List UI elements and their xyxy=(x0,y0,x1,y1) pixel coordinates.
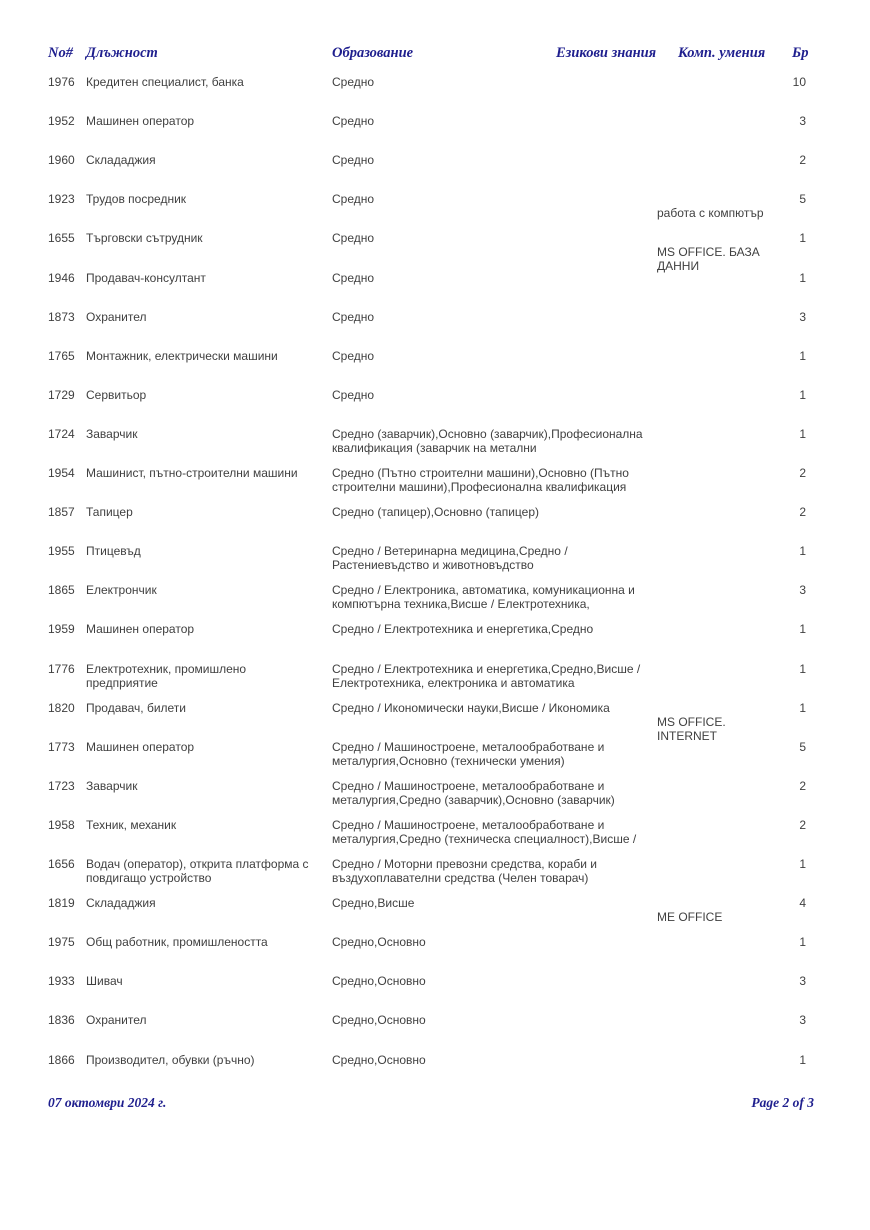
row-education: Средно (заварчик),Основно (заварчик),Професионална квалификация (заварчик на метални xyxy=(332,426,643,455)
table-row xyxy=(0,75,870,114)
row-position: Кредитен специалист, банка xyxy=(86,75,244,89)
table-row xyxy=(0,1013,870,1052)
row-position: Шивач xyxy=(86,974,123,989)
row-position: Охранител xyxy=(86,1013,147,1028)
column-header-no: No# xyxy=(48,45,73,61)
row-computer-skills xyxy=(657,466,767,480)
row-position: Заварчик xyxy=(86,778,138,793)
row-position: Електротехник, промишлено предприятие xyxy=(86,661,247,690)
row-computer-skills xyxy=(657,935,767,949)
table-row xyxy=(0,857,870,896)
row-computer-skills xyxy=(657,857,767,871)
column-header-computer: Комп. умения xyxy=(678,45,766,61)
row-number: 1865 xyxy=(48,583,75,598)
row-education: Средно / Икономически науки,Висше / Икономика xyxy=(332,700,610,715)
row-number: 1873 xyxy=(48,309,75,324)
row-computer-skills xyxy=(657,818,767,832)
row-count: 1 xyxy=(799,348,806,363)
row-position: Машинен оператор xyxy=(86,622,195,637)
row-education: Средно,Основно xyxy=(332,935,426,950)
table-row xyxy=(0,740,870,779)
row-education: Средно xyxy=(332,75,375,89)
row-education: Средно xyxy=(332,348,375,363)
row-number: 1820 xyxy=(48,700,75,715)
table-row xyxy=(0,622,870,661)
row-position: Трудов посредник xyxy=(86,192,187,207)
report-date: 07 октомври 2024 г. xyxy=(48,1095,167,1110)
row-education: Средно xyxy=(332,309,375,324)
row-position: Търговски сътрудник xyxy=(86,231,203,246)
row-number: 1836 xyxy=(48,1013,75,1028)
row-education: Средно xyxy=(332,114,375,129)
row-number: 1959 xyxy=(48,622,75,637)
row-count: 2 xyxy=(799,778,806,793)
row-computer-skills xyxy=(657,427,767,441)
row-number: 1952 xyxy=(48,114,75,129)
row-count: 2 xyxy=(799,817,806,832)
table-header xyxy=(0,45,870,65)
table-row xyxy=(0,388,870,427)
table-row xyxy=(0,779,870,818)
row-number: 1866 xyxy=(48,1052,75,1067)
row-count: 3 xyxy=(799,583,806,598)
row-number: 1960 xyxy=(48,153,75,168)
report-footer xyxy=(48,1095,814,1111)
row-position: Охранител xyxy=(86,309,147,324)
row-computer-skills xyxy=(657,740,767,754)
row-position: Машинен оператор xyxy=(86,114,195,129)
row-computer-skills xyxy=(657,662,767,676)
row-position: Птицевъд xyxy=(86,544,141,559)
row-number: 1656 xyxy=(48,857,75,871)
row-education: Средно / Моторни превозни средства, кораби и въздухоплавателни средства (Челен товарач) xyxy=(332,857,597,885)
table-row xyxy=(0,505,870,544)
row-computer-skills xyxy=(657,583,767,597)
row-position: Техник, механик xyxy=(86,817,177,832)
table-row xyxy=(0,544,870,583)
table-row xyxy=(0,1053,870,1092)
row-computer-skills xyxy=(657,75,767,89)
table-row xyxy=(0,427,870,466)
table-row xyxy=(0,662,870,701)
row-position: Електрончик xyxy=(86,583,157,598)
row-position: Заварчик xyxy=(86,426,138,441)
row-computer-skills xyxy=(657,544,767,558)
row-education: Средно xyxy=(332,231,375,246)
row-count: 1 xyxy=(799,544,806,559)
table-row xyxy=(0,583,870,622)
row-education: Средно / Машиностроене, металообработване и металургия,Средно (заварчик),Основно (заварчик) xyxy=(332,778,615,807)
page-number: Page 2 of 3 xyxy=(751,1095,814,1110)
row-position: Сервитьор xyxy=(86,387,147,402)
row-count: 3 xyxy=(799,1013,806,1028)
row-count: 1 xyxy=(799,387,806,402)
row-computer-skills xyxy=(657,114,767,128)
row-count: 1 xyxy=(799,857,806,871)
row-number: 1729 xyxy=(48,387,75,402)
row-computer-skills: работа с компютър xyxy=(657,206,764,221)
row-computer-skills xyxy=(657,271,767,285)
row-education: Средно / Ветеринарна медицина,Средно / Растениевъдство и животновъдство xyxy=(332,544,568,573)
row-position: Тапицер xyxy=(86,505,133,520)
table-row xyxy=(0,466,870,505)
row-education: Средно,Основно xyxy=(332,1013,426,1028)
row-education: Средно / Електротехника и енергетика,Средно,Висше / Електротехника, електроника и автоматика xyxy=(332,661,641,690)
row-computer-skills xyxy=(657,622,767,636)
table-row xyxy=(0,153,870,192)
row-position: Продавач, билети xyxy=(86,700,187,715)
table-row xyxy=(0,818,870,857)
row-computer-skills xyxy=(657,349,767,363)
row-position: Продавач-консултант xyxy=(86,270,206,285)
row-count: 10 xyxy=(792,75,806,89)
column-header-position: Длъжност xyxy=(86,45,158,61)
table-row xyxy=(0,935,870,974)
table-row xyxy=(0,349,870,388)
row-number: 1819 xyxy=(48,896,75,911)
row-position: Машинист, пътно-строителни машини xyxy=(86,466,298,480)
row-count: 5 xyxy=(799,739,806,754)
row-education: Средно / Електротехника и енергетика,Средно xyxy=(332,622,594,637)
row-count: 3 xyxy=(799,974,806,989)
row-position: Общ работник, промишлеността xyxy=(86,935,268,950)
row-number: 1946 xyxy=(48,270,75,285)
row-count: 1 xyxy=(799,1052,806,1067)
row-number: 1933 xyxy=(48,974,75,989)
row-number: 1975 xyxy=(48,935,75,950)
row-education: Средно,Висше xyxy=(332,896,415,911)
row-count: 2 xyxy=(799,153,806,168)
row-count: 2 xyxy=(799,505,806,520)
row-computer-skills xyxy=(657,388,767,402)
row-number: 1724 xyxy=(48,426,75,441)
row-number: 1857 xyxy=(48,505,75,520)
row-computer-skills xyxy=(657,505,767,519)
row-number: 1976 xyxy=(48,75,75,89)
row-count: 5 xyxy=(799,192,806,207)
table-row xyxy=(0,896,870,935)
row-position: Водач (оператор), открита платформа с повдигащо устройство xyxy=(86,857,309,885)
row-count: 1 xyxy=(799,426,806,441)
row-computer-skills xyxy=(657,1013,767,1027)
row-position: Машинен оператор xyxy=(86,739,195,754)
row-education: Средно xyxy=(332,192,375,207)
row-number: 1958 xyxy=(48,817,75,832)
row-education: Средно xyxy=(332,153,375,168)
row-education: Средно / Електроника, автоматика, комуникационна и компютърна техника,Висше / Електротехника, xyxy=(332,583,635,612)
row-computer-skills xyxy=(657,974,767,988)
row-education: Средно,Основно xyxy=(332,1052,426,1067)
row-education: Средно / Машиностроене, металообработване и металургия,Основно (технически умения) xyxy=(332,739,605,768)
column-header-education: Образование xyxy=(332,45,414,61)
row-computer-skills xyxy=(657,1053,767,1067)
row-count: 4 xyxy=(799,896,806,911)
table-row xyxy=(0,231,870,274)
row-number: 1655 xyxy=(48,231,75,246)
row-count: 2 xyxy=(799,466,806,480)
table-row xyxy=(0,192,870,231)
row-education: Средно (Пътно строителни машини),Основно (Пътно строителни машини),Професионална квалификация xyxy=(332,466,629,494)
row-count: 1 xyxy=(799,622,806,637)
column-header-count: Бр xyxy=(792,45,809,61)
row-count: 1 xyxy=(799,270,806,285)
row-number: 1776 xyxy=(48,661,75,676)
row-number: 1923 xyxy=(48,192,75,207)
row-computer-skills xyxy=(657,779,767,793)
row-position: Склададжия xyxy=(86,153,156,168)
row-position: Склададжия xyxy=(86,896,156,911)
row-position: Производител, обувки (ръчно) xyxy=(86,1052,255,1067)
table-row xyxy=(0,974,870,1013)
row-count: 1 xyxy=(799,935,806,950)
row-number: 1954 xyxy=(48,466,75,480)
row-computer-skills: MS OFFICE. БАЗА ДАННИ xyxy=(657,245,760,274)
row-education: Средно xyxy=(332,270,375,285)
table-row xyxy=(0,114,870,153)
row-count: 1 xyxy=(799,231,806,246)
row-computer-skills: ME OFFICE xyxy=(657,910,723,925)
row-number: 1955 xyxy=(48,544,75,559)
column-header-languages: Езикови знания xyxy=(556,45,657,61)
row-position: Монтажник, електрически машини xyxy=(86,348,278,363)
row-number: 1765 xyxy=(48,348,75,363)
table-row xyxy=(0,310,870,349)
row-education: Средно (тапицер),Основно (тапицер) xyxy=(332,505,539,520)
row-number: 1773 xyxy=(48,739,75,754)
row-count: 1 xyxy=(799,661,806,676)
table-row xyxy=(0,271,870,310)
row-education: Средно / Машиностроене, металообработване и металургия,Средно (техническа специалност),Висше / xyxy=(332,817,637,846)
row-education: Средно xyxy=(332,387,375,402)
table-row xyxy=(0,700,870,743)
row-count: 1 xyxy=(799,700,806,715)
row-number: 1723 xyxy=(48,778,75,793)
row-computer-skills xyxy=(657,310,767,324)
row-education: Средно,Основно xyxy=(332,974,426,989)
row-computer-skills: MS OFFICE. INTERNET xyxy=(657,714,726,743)
row-computer-skills xyxy=(657,153,767,167)
row-count: 3 xyxy=(799,114,806,129)
row-count: 3 xyxy=(799,309,806,324)
